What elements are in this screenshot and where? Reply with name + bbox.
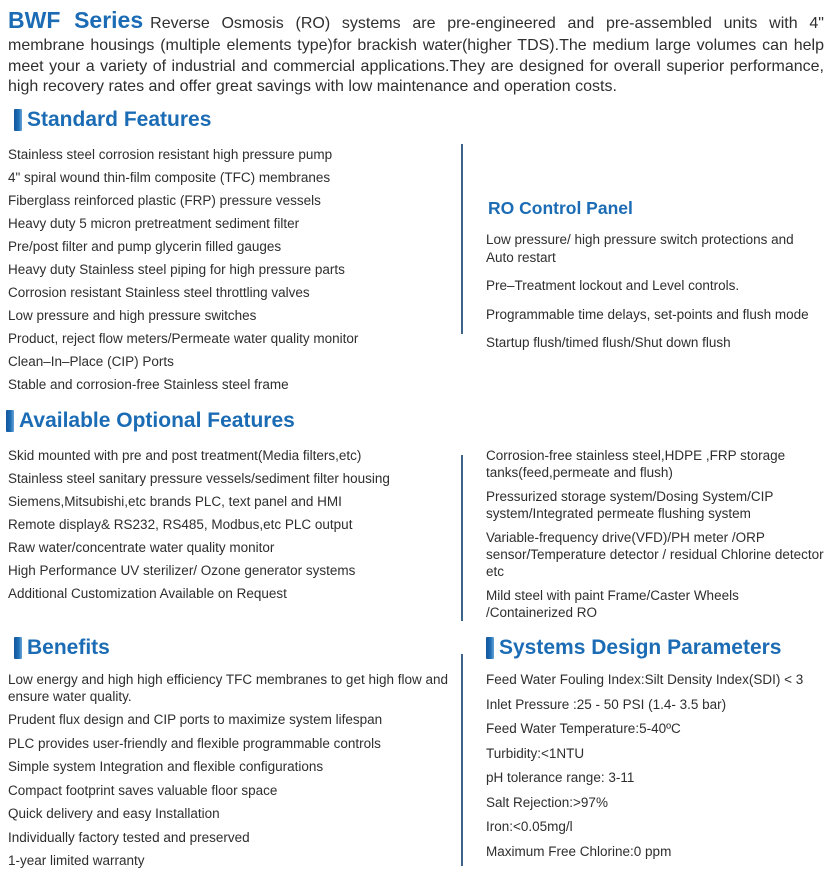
list-item: Stainless steel sanitary pressure vessels/sediment filter housing — [8, 471, 390, 487]
list-item: Startup flush/timed flush/Shut down flush — [486, 335, 731, 351]
standard-features-column — [0, 98, 456, 399]
list-item: Prudent flux design and CIP ports to maximize system lifespan — [8, 712, 383, 728]
column-divider — [461, 455, 463, 621]
list-item: Heavy duty 5 micron pretreatment sediment filter — [8, 216, 300, 232]
list-item: Stainless steel corrosion resistant high pressure pump — [8, 147, 333, 163]
list-item: Clean–In–Place (CIP) Ports — [8, 354, 174, 370]
list-item: Individually factory tested and preserved — [8, 829, 250, 845]
list-item: Compact footprint saves valuable floor space — [8, 782, 278, 798]
list-item: Programmable time delays, set-points and flush mode — [486, 306, 809, 322]
list-item: Low pressure/ high pressure switch protections and Auto restart — [486, 232, 794, 265]
list-item: Iron:<0.05mg/l — [486, 819, 573, 835]
list-item: Turbidity:<1NTU — [486, 745, 585, 761]
optional-features-left-list — [8, 447, 456, 602]
list-item: Feed Water Temperature:5-40ºC — [486, 721, 681, 737]
list-item: PLC provides user-friendly and flexible programmable controls — [8, 735, 381, 751]
list-item: Skid mounted with pre and post treatment(Media filters,etc) — [8, 448, 362, 464]
list-item: Additional Customization Available on Request — [8, 586, 287, 602]
list-item: 4" spiral wound thin-film composite (TFC) membranes — [8, 170, 331, 186]
standard-features-section — [0, 98, 830, 399]
benefits-column — [0, 628, 456, 877]
benefits-heading — [14, 636, 456, 660]
list-item: Mild steel with paint Frame/Caster Wheels /Containerized RO — [486, 588, 739, 621]
page-title: BWF Series — [8, 7, 144, 33]
design-parameters-column — [456, 628, 830, 877]
column-divider — [461, 654, 463, 866]
list-item: Feed Water Fouling Index:Silt Density Index(SDI) < 3 — [486, 672, 804, 688]
list-item: Pre/post filter and pump glycerin filled gauges — [8, 239, 282, 255]
heading-bar-icon — [14, 637, 22, 659]
standard-features-list — [8, 146, 456, 393]
list-item: Heavy duty Stainless steel piping for high pressure parts — [8, 262, 345, 278]
standard-features-heading — [14, 108, 456, 132]
list-item: Corrosion resistant Stainless steel throttling valves — [8, 285, 310, 301]
list-item: Pressurized storage system/Dosing System/CIP system/Integrated permeate flushing system — [486, 489, 774, 522]
ro-control-panel-heading: RO Control Panel — [488, 198, 633, 219]
list-item: Inlet Pressure :25 - 50 PSI (1.4- 3.5 bar) — [486, 696, 727, 712]
list-item: 1-year limited warranty — [8, 853, 145, 869]
benefits-list — [8, 672, 456, 870]
list-item: Simple system Integration and flexible configurations — [8, 759, 324, 775]
heading-label: Benefits — [27, 636, 110, 660]
list-item: pH tolerance range: 3-11 — [486, 770, 635, 786]
intro-paragraph — [0, 0, 830, 98]
list-item: Corrosion-free stainless steel,HDPE ,FRP storage tanks(feed,permeate and flush) — [486, 448, 786, 481]
list-item: Stable and corrosion-free Stainless steel frame — [8, 377, 289, 393]
intro-text: Reverse Osmosis (RO) systems are pre-engineered and pre-assembled units with 4" membrane housings (multiple elements type)for brackish water(higher TDS).The medium large volumes can help meet your a variety of industrial and commercial applications.They are designed for overall superior performance, high recovery rates and offer great savings with low maintenance and operation costs. — [8, 15, 824, 96]
optional-features-right-column — [456, 447, 830, 628]
column-divider — [461, 144, 463, 334]
list-item: Low energy and high high efficiency TFC membranes to get high flow and ensure water quality. — [8, 672, 449, 704]
list-item: High Performance UV sterilizer/ Ozone generator systems — [8, 563, 356, 579]
optional-features-left-column — [0, 447, 456, 628]
list-item: Siemens,Mitsubishi,etc brands PLC, text panel and HMI — [8, 494, 342, 510]
list-item: Pre–Treatment lockout and Level controls. — [486, 278, 740, 294]
list-item: Raw water/concentrate water quality monitor — [8, 540, 275, 556]
list-item: Low pressure and high pressure switches — [8, 308, 257, 324]
optional-features-right-list — [486, 447, 824, 621]
list-item: Product, reject flow meters/Permeate water quality monitor — [8, 331, 359, 347]
optional-features-section — [0, 409, 830, 628]
list-item: Salt Rejection:>97% — [486, 794, 608, 810]
benefits-section — [0, 628, 830, 877]
list-item: Fiberglass reinforced plastic (FRP) pressure vessels — [8, 193, 321, 209]
heading-bar-icon — [486, 637, 494, 659]
list-item: Remote display& RS232, RS485, Modbus,etc PLC output — [8, 517, 353, 533]
list-item: Quick delivery and easy Installation — [8, 806, 220, 822]
heading-label: Available Optional Features — [19, 409, 295, 433]
optional-features-columns — [0, 447, 830, 628]
ro-control-panel-column — [456, 98, 830, 399]
ro-control-panel-list — [486, 231, 824, 352]
design-parameters-list — [486, 672, 824, 860]
heading-label: Standard Features — [27, 108, 212, 132]
heading-bar-icon — [14, 109, 22, 131]
heading-label: Systems Design Parameters — [499, 636, 782, 660]
optional-features-heading — [6, 409, 830, 433]
list-item: Maximum Free Chlorine:0 ppm — [486, 843, 672, 859]
design-parameters-heading — [486, 636, 824, 660]
list-item: Variable-frequency drive(VFD)/PH meter /ORP sensor/Temperature detector / residual Chlorine detector etc — [486, 530, 824, 580]
heading-bar-icon — [6, 410, 14, 432]
